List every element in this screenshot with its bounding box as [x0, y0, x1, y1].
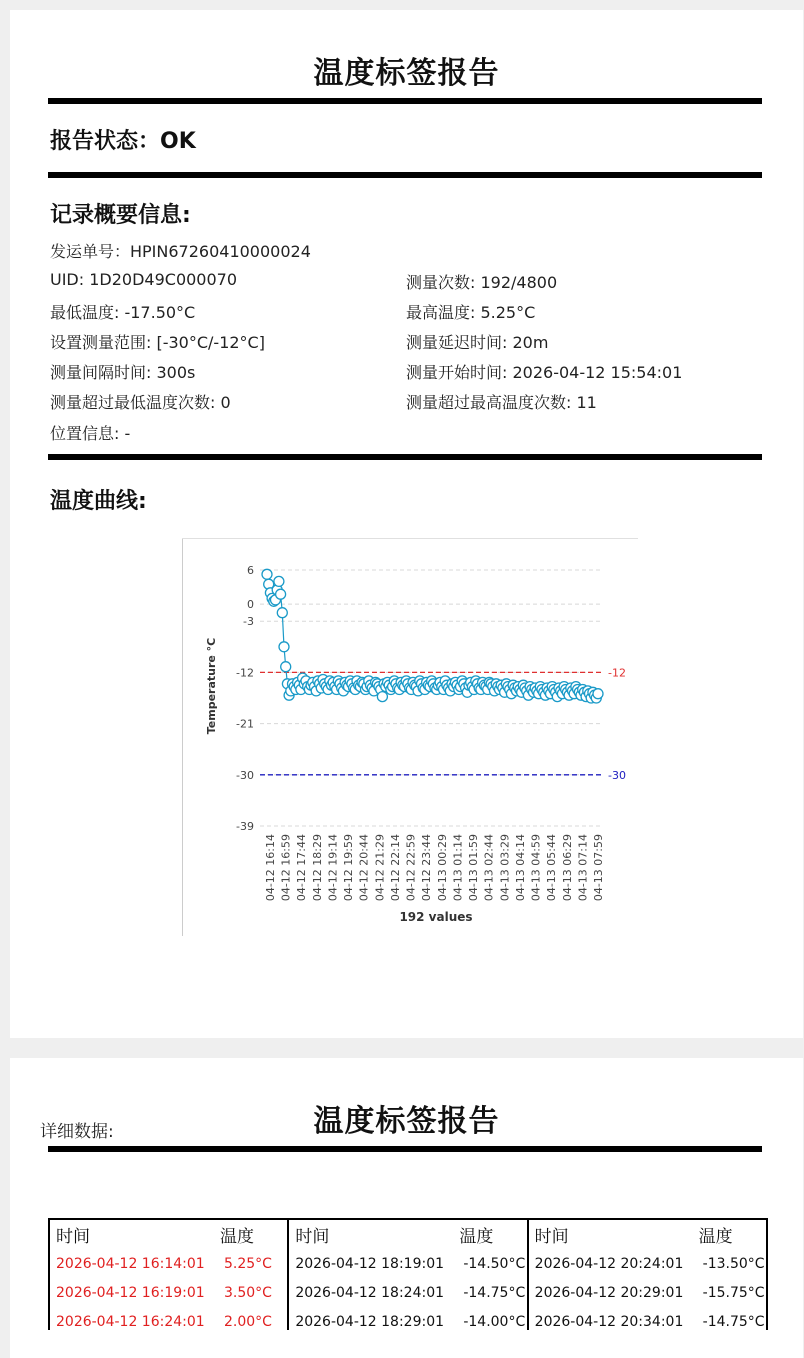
measure-interval: 测量间隔时间: 300s — [50, 363, 196, 382]
cell-time: 2026-04-12 18:24:01 — [295, 1284, 445, 1301]
measure-start-time: 测量开始时间: 2026-04-12 15:54:01 — [406, 363, 683, 382]
y-tick-label: 6 — [247, 564, 254, 577]
table-row — [289, 1307, 526, 1336]
below-min-count: 测量超过最低温度次数: 0 — [50, 393, 231, 412]
detail-data-table — [48, 1218, 768, 1330]
x-tick-label: 04-13 07:59 — [592, 834, 605, 902]
cell-time: 2026-04-12 20:34:01 — [534, 1313, 684, 1330]
x-tick-label: 04-12 22:14 — [389, 834, 402, 902]
x-tick-label: 04-12 17:44 — [295, 834, 309, 902]
x-tick-label: 04-12 23:44 — [420, 834, 434, 902]
data-point — [279, 642, 289, 652]
table-header — [529, 1220, 766, 1249]
measure-count: 测量次数: 192/4800 — [406, 273, 558, 292]
above-max-count: 测量超过最高温度次数: 11 — [406, 393, 597, 412]
location-info: 位置信息: - — [50, 424, 131, 443]
x-tick-label: 04-12 19:59 — [342, 834, 356, 902]
x-tick-label: 04-12 16:59 — [279, 834, 293, 902]
data-point — [274, 576, 284, 586]
x-tick-label: 04-12 16:14 — [264, 834, 277, 902]
x-tick-label: 04-13 00:29 — [435, 834, 449, 902]
x-tick-label: 04-13 01:14 — [451, 834, 465, 902]
status-value: OK — [160, 129, 196, 154]
cell-time: 2026-04-12 16:19:01 — [56, 1284, 205, 1301]
cell-temp: -15.75°C — [702, 1284, 765, 1301]
x-tick-label: 04-13 03:29 — [498, 834, 512, 902]
report-title: 温度标签报告 — [313, 56, 500, 91]
data-point — [276, 589, 286, 599]
x-tick-label: 04-12 21:29 — [373, 834, 387, 902]
data-point — [262, 569, 272, 579]
header-time: 时间 — [534, 1227, 569, 1247]
y-tick-label: -3 — [243, 615, 254, 629]
x-tick-label: 04-13 04:59 — [529, 834, 543, 902]
data-point — [277, 608, 287, 618]
data-point — [593, 689, 603, 699]
y-axis-label: Temperature °C — [205, 637, 218, 735]
data-point — [377, 692, 387, 702]
x-axis-label: 192 values — [399, 910, 473, 924]
cell-time: 2026-04-12 18:19:01 — [295, 1255, 445, 1272]
x-tick-label: 04-13 07:14 — [576, 834, 590, 902]
cell-temp: -14.75°C — [463, 1284, 526, 1301]
table-row — [50, 1278, 287, 1307]
status-label: 报告状态： — [50, 129, 161, 154]
table-row — [289, 1249, 526, 1278]
table-header — [289, 1220, 526, 1249]
table-row — [50, 1307, 287, 1336]
report-status — [50, 124, 196, 155]
summary-heading: 记录概要信息: — [50, 203, 191, 228]
x-tick-label: 04-13 01:59 — [467, 834, 480, 902]
cell-temp: 2.00°C — [224, 1313, 272, 1330]
y-tick-label: -30 — [236, 768, 254, 782]
data-point — [281, 662, 291, 672]
header-temp: 温度 — [459, 1227, 494, 1247]
min-temperature: 最低温度: -17.50°C — [50, 303, 196, 322]
table-row — [289, 1278, 526, 1307]
cell-temp: -14.00°C — [463, 1313, 526, 1330]
y-tick-label: -21 — [236, 717, 254, 731]
x-tick-label: 04-12 19:14 — [326, 834, 340, 902]
cell-time: 2026-04-12 20:24:01 — [534, 1255, 684, 1272]
report-title: 温度标签报告 — [313, 1104, 500, 1139]
limit-label: -30 — [608, 768, 626, 782]
divider — [48, 1146, 762, 1152]
x-tick-label: 04-12 22:59 — [404, 834, 418, 902]
cell-temp: 3.50°C — [224, 1284, 272, 1301]
cell-temp: -13.50°C — [702, 1255, 765, 1272]
header-time: 时间 — [295, 1227, 330, 1247]
table-column — [289, 1220, 528, 1330]
max-temperature: 最高温度: 5.25°C — [406, 303, 536, 322]
temperature-chart-svg — [182, 538, 638, 936]
x-tick-label: 04-13 02:44 — [482, 834, 496, 902]
y-tick-label: -39 — [236, 820, 254, 833]
table-column — [529, 1220, 766, 1330]
table-row — [50, 1249, 287, 1278]
x-tick-label: 04-13 06:29 — [560, 834, 574, 902]
table-column — [50, 1220, 289, 1330]
report-page-1 — [10, 10, 803, 1038]
series-layer — [262, 569, 603, 703]
measure-range: 设置测量范围: [-30°C/-12°C] — [50, 333, 265, 352]
cell-temp: 5.25°C — [224, 1255, 272, 1272]
shipping-number: 发运单号：HPIN67260410000024 — [50, 242, 311, 261]
temperature-chart — [182, 538, 638, 936]
measure-delay: 测量延迟时间: 20m — [406, 333, 549, 352]
cell-time: 2026-04-12 18:29:01 — [295, 1313, 445, 1330]
header-temp: 温度 — [698, 1227, 733, 1247]
cell-time: 2026-04-12 16:14:01 — [56, 1255, 205, 1272]
limit-label: -12 — [608, 666, 626, 680]
table-row — [529, 1307, 766, 1336]
header-temp: 温度 — [220, 1227, 254, 1247]
divider — [48, 172, 762, 178]
x-tick-layer — [264, 834, 605, 901]
x-tick-label: 04-12 18:29 — [310, 834, 324, 902]
x-tick-label: 04-13 04:14 — [513, 834, 527, 902]
table-header — [50, 1220, 287, 1249]
x-tick-label: 04-13 05:44 — [545, 834, 559, 902]
table-row — [529, 1278, 766, 1307]
y-tick-label: 0 — [247, 598, 254, 612]
header-time: 时间 — [56, 1227, 90, 1247]
divider — [48, 98, 762, 104]
x-tick-label: 04-12 20:44 — [357, 834, 371, 902]
divider — [48, 454, 762, 460]
curve-heading: 温度曲线: — [50, 489, 147, 514]
cell-time: 2026-04-12 16:24:01 — [56, 1313, 205, 1330]
cell-temp: -14.75°C — [702, 1313, 765, 1330]
table-row — [529, 1249, 766, 1278]
detail-data-label: 详细数据: — [40, 1122, 114, 1142]
uid: UID: 1D20D49C000070 — [50, 270, 238, 289]
cell-temp: -14.50°C — [463, 1255, 526, 1272]
cell-time: 2026-04-12 20:29:01 — [534, 1284, 684, 1301]
y-tick-label: -12 — [236, 666, 254, 680]
